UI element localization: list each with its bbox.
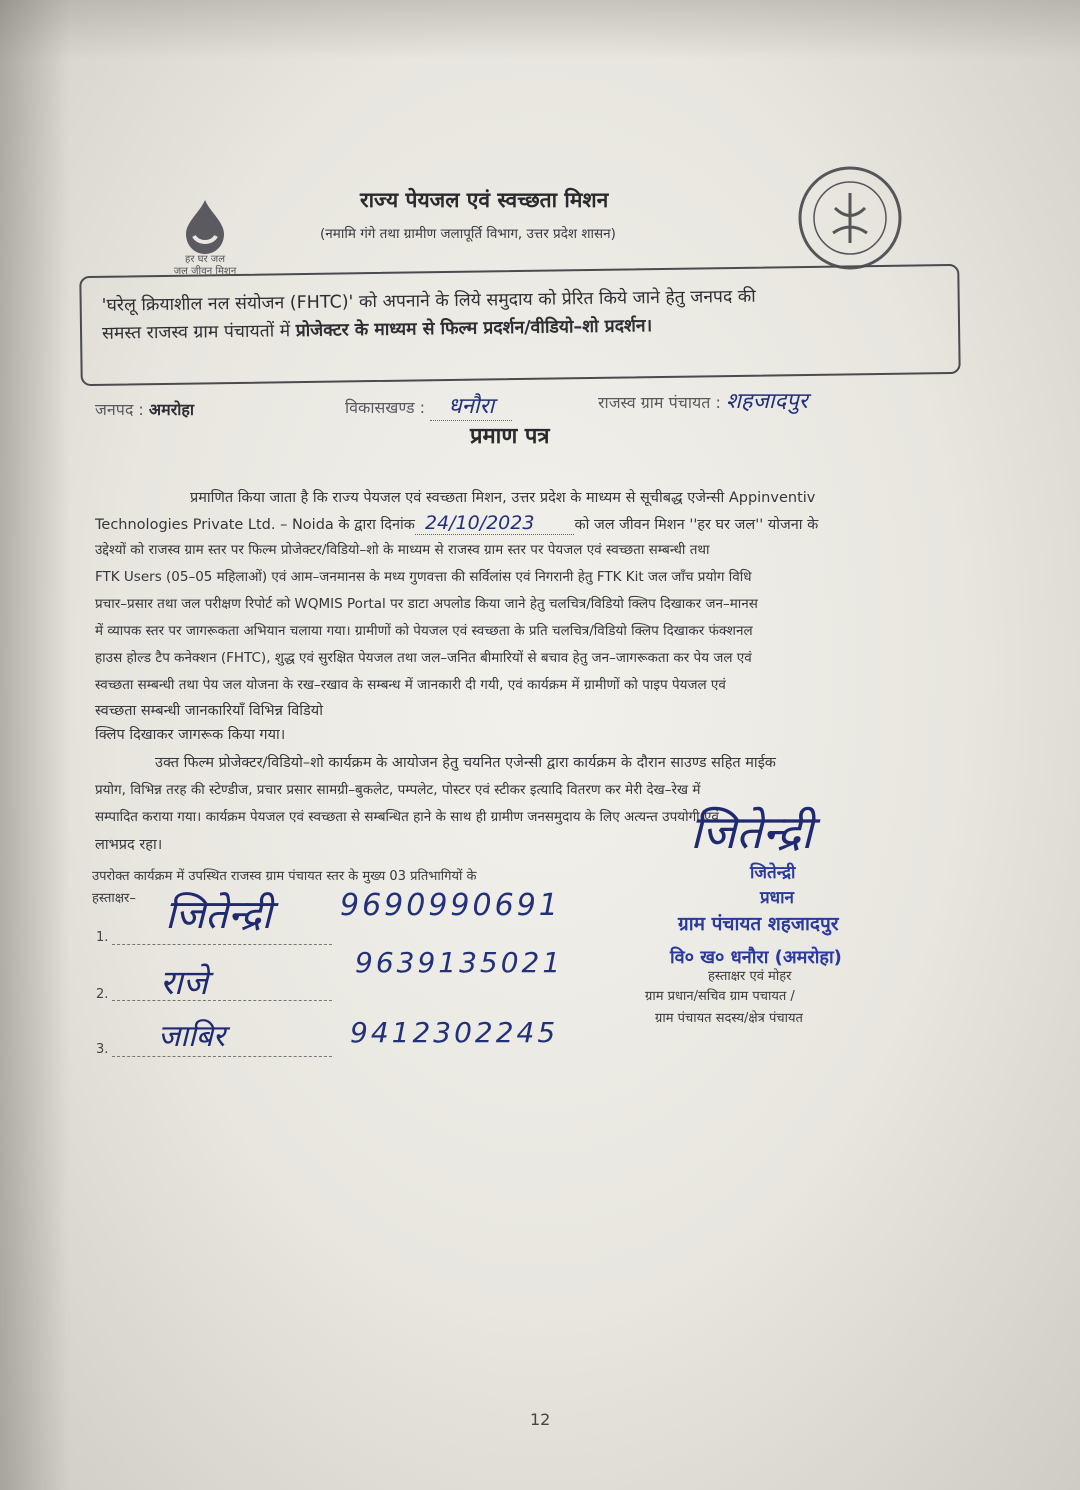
banner-line-2-bold: प्रोजेक्टर के माध्यम से फिल्म प्रदर्शन/वीडियो–शो प्रदर्शन। — [295, 316, 653, 342]
water-drop-icon — [150, 196, 260, 256]
logo-caption: हर घर जल — [185, 254, 225, 265]
har-ghar-jal-logo — [150, 196, 260, 286]
body-line: उक्त फिल्म प्रोजेक्टर/विडियो–शो कार्यक्रम के आयोजन हेतु चयनित एजेन्सी द्वारा कार्यक्रम के दौरान साउण्ड सहित माईक — [155, 755, 776, 771]
participant-phone: 9639135021 — [355, 946, 564, 979]
body-line: हाउस होल्ड टैप कनेक्शन (FHTC), शुद्ध एवं सुरक्षित पेयजल तथा जल–जनित बीमारियों से बचाव हेतु जन–जागरूकता कर पेय जल एवं — [95, 650, 752, 666]
village-field — [598, 385, 808, 415]
participant-phone: 9412302245 — [350, 1016, 559, 1049]
mission-subtitle: (नमामि गंगे तथा ग्रामीण जलापूर्ति विभाग, उत्तर प्रदेश शासन) — [320, 226, 616, 242]
signature-line — [112, 944, 332, 945]
village-value: शहजादपुर — [725, 389, 808, 414]
banner-text — [101, 280, 942, 348]
body-line: में व्यापक स्तर पर जागरूकता अभियान चलाया गया। ग्रामीणों को पेयजल एवं स्वच्छता के प्रति चलचित्र/विडियो क्लिप दिखाकर फंक्शनल — [95, 623, 753, 639]
body-line: स्वच्छता सम्बन्धी तथा पेय जल योजना के रख–रखाव के सम्बन्ध में जानकारी दी गयी, एवं कार्यक्रम में ग्रामीणों को पाइप पेयजल एवं — [95, 677, 726, 693]
mission-title: राज्य पेयजल एवं स्वच्छता मिशन — [360, 188, 609, 212]
body-line: FTK Users (05–05 महिलाओं) एवं आम–जनमानस के मध्य गुणवत्ता की सर्विलांस एवं निगरानी हेतु FTK Kit जल जाँच प्रयोग विधि — [95, 569, 752, 585]
body-line: उद्देश्यों को राजस्व ग्राम स्तर पर फिल्म प्रोजेक्टर/विडियो–शो के माध्यम से राजस्व ग्राम स्तर पर पेयजल एवं स्वच्छता सम्बन्धी तथा — [95, 542, 710, 558]
block-value: धनौरा — [430, 390, 512, 421]
sign-and-seal-label: हस्ताक्षर एवं मोहर — [708, 969, 792, 984]
body-line — [95, 512, 818, 535]
block-field — [345, 390, 512, 421]
body-line: प्रचार–प्रसार तथा जल परीक्षण रिपोर्ट को WQMIS Portal पर डाटा अपलोड किया जाने हेतु चलचित्र/विडियो क्लिप दिखाकर जन–मानस — [95, 596, 758, 612]
body-line: प्रमाणित किया जाता है कि राज्य पेयजल एवं स्वच्छता मिशन, उत्तर प्रदेश के माध्यम से सूचीबद्ध एजेन्सी Appinventiv — [190, 490, 816, 506]
signature-line — [112, 1056, 332, 1057]
body-line: स्वच्छता सम्बन्धी जानकारियाँ विभिन्न विडियो — [95, 703, 323, 719]
subject-banner — [79, 264, 960, 386]
body-line: क्लिप दिखाकर जागरूक किया गया। — [95, 727, 286, 743]
body-line: प्रयोग, विभिन्न तरह की स्टेण्डीज, प्रचार प्रसार सामग्री–बुकलेट, पम्पलेट, पोस्टर एवं स्टीकर इत्यादि वितरण कर मेरी देख–रेख में — [95, 782, 701, 798]
body-line-part: Technologies Private Ltd. – Noida के द्वारा दिनांक — [95, 517, 415, 533]
signature-line — [112, 1000, 332, 1001]
body-line: सम्पादित कराया गया। कार्यक्रम पेयजल एवं स्वच्छता से सम्बन्धित हाने के साथ ही ग्रामीण जनसमुदाय के लिए अत्यन्त उपयोगी एवं — [95, 809, 719, 825]
participant-number: 1. — [96, 930, 109, 945]
participant-signature: जाबिर — [158, 1019, 226, 1054]
banner-line-2-start: समस्त राजस्व ग्राम पंचायतों में — [101, 321, 296, 344]
participant-number: 3. — [96, 1042, 109, 1057]
stamp-post: प्रधान — [760, 888, 794, 908]
stamp-block: वि० ख० धनौरा (अमरोहा) — [670, 947, 842, 968]
pradhan-signature: जितेन्द्री — [690, 805, 813, 859]
page-number: 12 — [530, 1410, 551, 1429]
participants-label: उपरोक्त कार्यक्रम में उपस्थित राजस्व ग्राम पंचायत स्तर के मुख्य 03 प्रतिभागियों के — [92, 869, 477, 884]
banner-line-1: 'घरेलू क्रियाशील नल संयोजन (FHTC)' को अपनाने के लिये समुदाय को प्रेरित किये जाने हेतु जनपद की — [101, 286, 756, 316]
village-label: राजस्व ग्राम पंचायत : — [598, 393, 721, 412]
participant-phone: 9690990691 — [340, 888, 561, 923]
stamp-name: जितेन्द्री — [750, 863, 796, 883]
participant-number: 2. — [96, 987, 109, 1002]
certificate-title: प्रमाण पत्र — [470, 424, 550, 449]
page-shadow-top — [0, 0, 1080, 60]
participant-signature: जितेन्द्री — [165, 892, 272, 938]
district-label: जनपद : — [95, 400, 144, 419]
district-field — [95, 398, 194, 420]
program-date: 24/10/2023 — [415, 512, 575, 535]
district-value: अमरोहा — [148, 400, 195, 419]
emblem-icon — [795, 163, 905, 273]
designation-line-2: ग्राम पंचायत सदस्य/क्षेत्र पंचायत — [655, 1011, 803, 1026]
participants-label-2: हस्ताक्षर– — [92, 891, 136, 906]
designation-line-1: ग्राम प्रधान/सचिव ग्राम पचायत / — [645, 989, 795, 1004]
up-government-emblem — [795, 163, 905, 273]
participant-signature: राजे — [160, 963, 208, 1003]
logo-subcaption: जल जीवन मिशन — [173, 266, 237, 277]
page-shadow-left — [0, 0, 70, 1490]
block-label: विकासखण्ड : — [345, 398, 426, 417]
stamp-gram-panchayat: ग्राम पंचायत शहजादपुर — [678, 913, 839, 935]
body-line: लाभप्रद रहा। — [95, 837, 163, 853]
body-line-part: को जल जीवन मिशन ''हर घर जल'' योजना के — [574, 517, 819, 533]
